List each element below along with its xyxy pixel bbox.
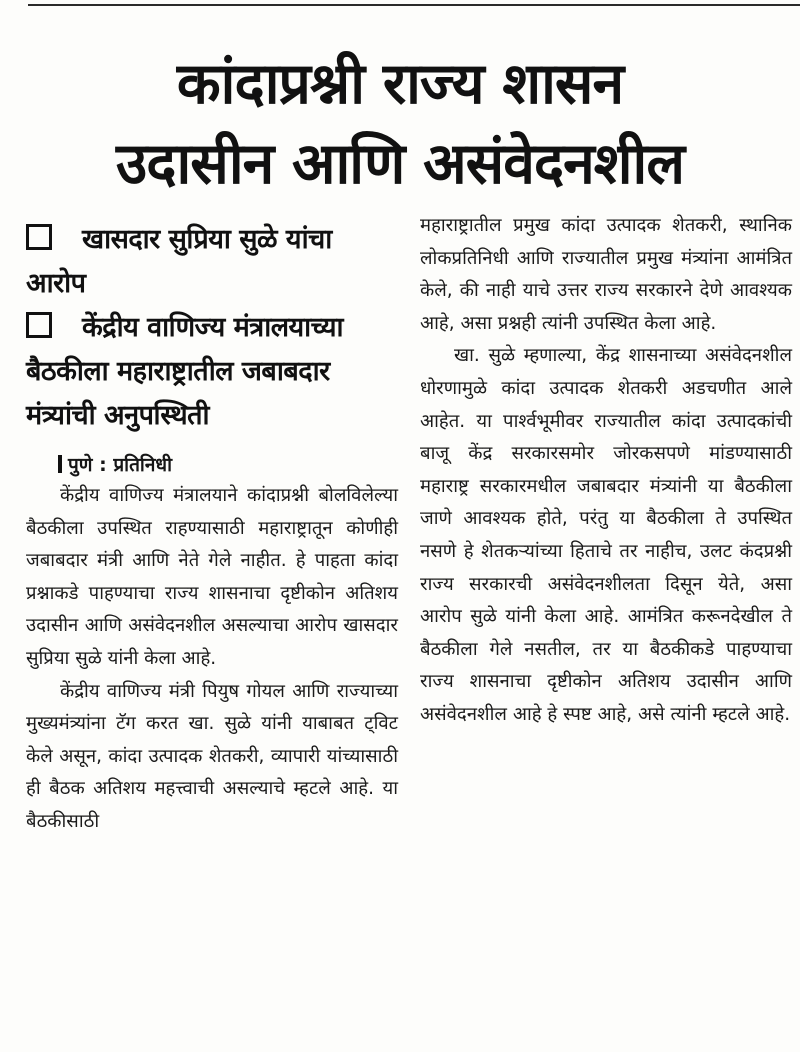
deck-item-1 bbox=[26, 218, 398, 306]
checkbox-bullet-icon bbox=[26, 224, 52, 250]
deck-item-2 bbox=[26, 306, 398, 438]
dateline-bar-icon bbox=[58, 455, 62, 473]
deck-item-1-text: खासदार सुप्रिया सुळे यांचा आरोप bbox=[26, 224, 332, 299]
top-rule bbox=[28, 4, 800, 6]
dateline bbox=[26, 450, 398, 480]
headline bbox=[0, 44, 800, 204]
paragraph-1: केंद्रीय वाणिज्य मंत्रालयाने कांदाप्रश्नी बोलविलेल्या बैठकीला उपस्थित राहण्यासाठी महाराष्ट्रातून कोणीही जबाबदार मंत्री आणि नेते गेले नाहीत. हे पाहता कांदा प्रश्नाकडे पाहण्याचा राज्य शासनाचा दृष्टीकोन अतिशय उदासीन आणि असंवेदनशील असल्याचा आरोप खासदार सुप्रिया सुळे यांनी केला आहे. bbox=[26, 485, 398, 669]
checkbox-bullet-icon bbox=[26, 312, 52, 338]
right-column bbox=[420, 210, 792, 732]
paragraph-4: खा. सुळे म्हणाल्या, केंद्र शासनाच्या असंवेदनशील धोरणामुळे कांदा उत्पादक शेतकरी अडचणीत आले आहेत. या पार्श्वभूमीवर राज्यातील कांदा उत्पादकांची बाजू केंद्र सरकारसमोर जोरकसपणे मांडण्यासाठी महाराष्ट्र सरकारमधील जबाबदार मंत्र्यांनी या बैठकीला जाणे आवश्यक होते, परंतु या बैठकीला ते उपस्थित नसणे हे शेतकऱ्यांच्या हिताचे तर नाहीच, उलट कंदप्रश्नी राज्य सरकारची असंवेदनशीलता दिसून येते, असा आरोप सुळे यांनी केला आहे. आमंत्रित करूनदेखील ते बैठकीला गेले नसतील, तर या बैठकीकडे पाहण्याचा राज्य शासनाचा दृष्टीकोन अतिशय उदासीन आणि असंवेदनशील आहे हे स्पष्ट आहे, असे त्यांनी म्हटले आहे. bbox=[420, 345, 792, 725]
paragraph-2: केंद्रीय वाणिज्य मंत्री पियुष गोयल आणि राज्याच्या मुख्यमंत्र्यांना टॅग करत खा. सुळे यांनी याबाबत ट्विट केले असून, कांदा उत्पादक शेतकरी, व्यापारी यांच्यासाठी ही बैठक अतिशय महत्त्वाची असल्याचे म्हटले आहे. या बैठकीसाठी bbox=[26, 680, 398, 832]
left-column bbox=[26, 218, 398, 839]
headline-line-1: कांदाप्रश्नी राज्य शासन bbox=[176, 51, 624, 117]
dateline-text: पुणे : प्रतिनिधी bbox=[68, 454, 172, 476]
paragraph-3: महाराष्ट्रातील प्रमुख कांदा उत्पादक शेतकरी, स्थानिक लोकप्रतिनिधी आणि राज्यातील प्रमुख मंत्र्यांना आमंत्रित केले, की नाही याचे उत्तर राज्य सरकारने देणे आवश्यक आहे, असा प्रश्नही त्यांनी उपस्थित केला आहे. bbox=[420, 215, 792, 334]
headline-line-2: उदासीन आणि असंवेदनशील bbox=[116, 131, 684, 197]
deck-item-2-text: केंद्रीय वाणिज्य मंत्रालयाच्या बैठकीला महाराष्ट्रातील जबाबदार मंत्र्यांची अनुपस्थिती bbox=[26, 312, 343, 431]
